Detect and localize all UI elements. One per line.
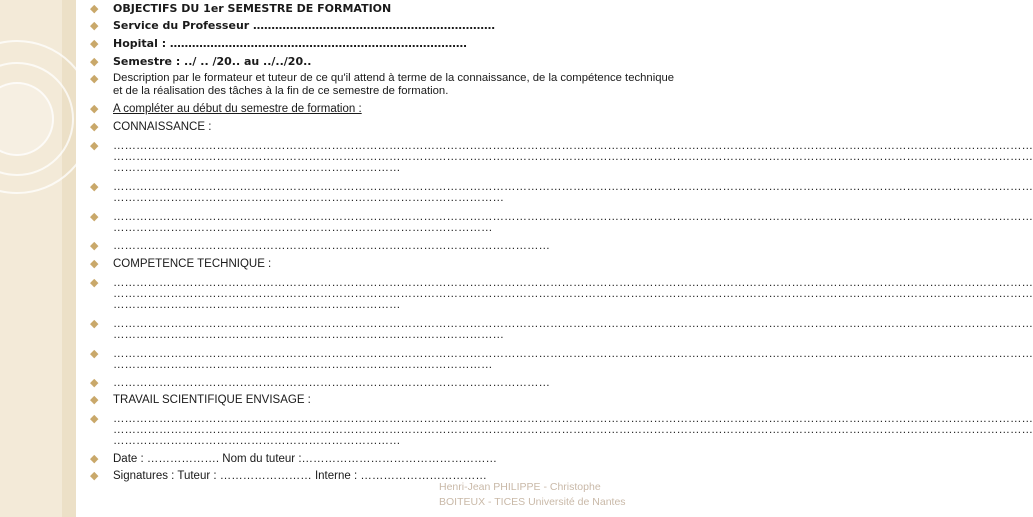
bullet-icon: ◆ — [90, 181, 99, 193]
fill-line: …………………………………………………………………………………………………… — [113, 240, 550, 252]
fill-line: …………………………………………………………………………………………………………………………………………………………………………………………………………………… — [113, 181, 1033, 193]
bullet-icon: ◆ — [90, 56, 99, 68]
semestre-field: Semestre : ../ .. /20.. au ../../20.. — [113, 55, 312, 68]
bullet-icon: ◆ — [90, 348, 99, 360]
fill-line: ………………………………………………………………… — [113, 162, 401, 174]
fill-line: …………………………………………………………………………………………………………………………………………………………………………………………………………………… — [113, 140, 1033, 152]
bullet-icon: ◆ — [90, 453, 99, 465]
fill-line: …………………………………………………………………………………………………………………………………………………………………………………………………………………… — [113, 348, 1033, 360]
bullet-icon: ◆ — [90, 38, 99, 50]
fill-line: …………………………………………………………………………………………………………………………………………………………………………………………………………………… — [113, 151, 1033, 163]
bullet-icon: ◆ — [90, 20, 99, 32]
fill-line: ………………………………………………………………………………………… — [113, 192, 504, 204]
footer-line: BOITEUX - TICES Université de Nantes — [439, 496, 626, 508]
fill-line: …………………………………………………………………………………………………………………………………………………………………………………………………………………… — [113, 413, 1033, 425]
signature-field: Signatures : Tuteur : …………………… Interne : …………………………… — [113, 470, 487, 482]
fill-line: ………………………………………………………………………………………… — [113, 329, 504, 341]
fill-line: ……………………………………………………………………………………… — [113, 359, 493, 371]
instruction-text: A compléter au début du semestre de formation : — [113, 103, 362, 115]
service-field: Service du Professeur ………………………………………………………… — [113, 19, 496, 32]
bullet-icon: ◆ — [90, 211, 99, 223]
footer-line: Henri-Jean PHILIPPE - Christophe — [439, 481, 601, 493]
bullet-icon: ◆ — [90, 103, 99, 115]
footer-credit — [439, 480, 626, 510]
fill-line: …………………………………………………………………………………………………………………………………………………………………………………………………………………… — [113, 277, 1033, 289]
fill-line: …………………………………………………………………………………………………………………………………………………………………………………………………………………… — [113, 288, 1033, 300]
bullet-icon: ◆ — [90, 140, 99, 152]
bullet-icon: ◆ — [90, 377, 99, 389]
bullet-icon: ◆ — [90, 470, 99, 482]
decorative-sidebar — [0, 0, 76, 517]
page-title: OBJECTIFS DU 1er SEMESTRE DE FORMATION — [113, 2, 392, 15]
bullet-icon: ◆ — [90, 258, 99, 270]
bullet-icon: ◆ — [90, 121, 99, 133]
section-travail: TRAVAIL SCIENTIFIQUE ENVISAGE : — [113, 394, 311, 406]
fill-line: …………………………………………………………………………………………………………………………………………………………………………………………………………………… — [113, 424, 1033, 436]
section-connaissance: CONNAISSANCE : — [113, 121, 212, 133]
bullet-icon: ◆ — [90, 277, 99, 289]
fill-line: …………………………………………………………………………………………………………………………………………………………………………………………………………………… — [113, 211, 1033, 223]
bullet-icon: ◆ — [90, 3, 99, 15]
bullet-icon: ◆ — [90, 413, 99, 425]
section-competence: COMPETENCE TECHNIQUE : — [113, 258, 272, 270]
fill-line: ………………………………………………………………… — [113, 435, 401, 447]
description-text: Description par le formateur et tuteur de ce qu'il attend à terme de la connaissance, de la compétence technique et de la réalisation des tâches à la fin de ce semestre de formation. — [113, 72, 675, 97]
bullet-icon: ◆ — [90, 73, 99, 85]
bullet-icon: ◆ — [90, 394, 99, 406]
fill-line: ………………………………………………………………… — [113, 299, 401, 311]
fill-line: ……………………………………………………………………………………… — [113, 222, 493, 234]
fill-line: …………………………………………………………………………………………………… — [113, 377, 550, 389]
date-field: Date : ………………. Nom du tuteur :…………………………………………… — [113, 453, 498, 465]
hopital-field: Hopital : ……………………………………………………………………… — [113, 37, 467, 50]
fill-line: …………………………………………………………………………………………………………………………………………………………………………………………………………………… — [113, 318, 1033, 330]
bullet-icon: ◆ — [90, 318, 99, 330]
bullet-icon: ◆ — [90, 240, 99, 252]
